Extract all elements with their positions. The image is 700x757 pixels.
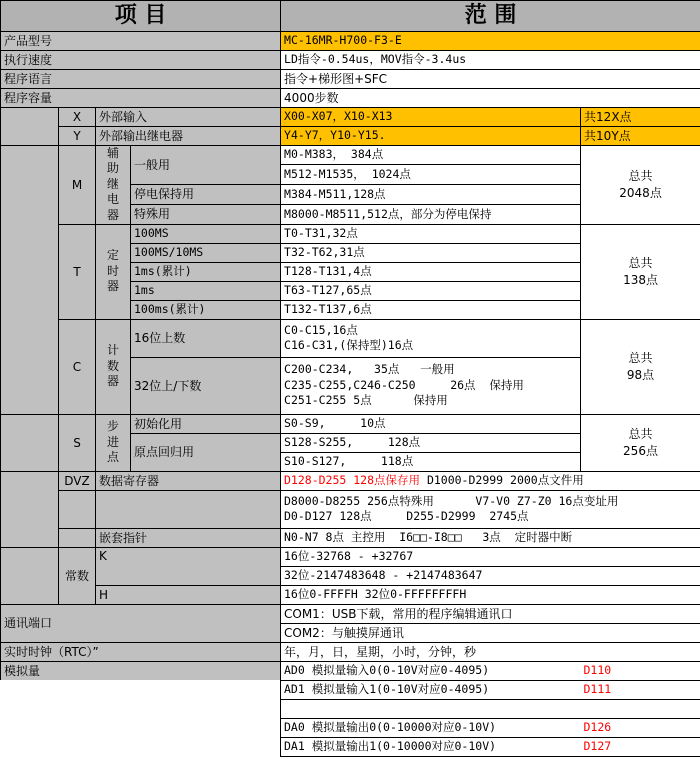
product-model-value: MC-16MR-H700-F3-E: [281, 31, 700, 50]
m-code: M: [59, 145, 96, 224]
dvz-value-file: D1000-D2999 2000点文件用: [420, 473, 584, 487]
dvz-value-saved: D128-D255 128点保存用: [284, 473, 420, 487]
rtc-label: 实时时钟（RTC）”: [1, 642, 281, 661]
analog-row4-value: DA1 模拟量输出1(0-10000对应0-10V): [281, 737, 581, 756]
m-row3-label: 特殊用: [131, 204, 281, 224]
dvz-value: [281, 471, 700, 490]
s-code: S: [59, 414, 96, 471]
t-row0-label: 100MS: [131, 224, 281, 243]
header-range: 范 围: [281, 1, 700, 32]
s-group: 步进点: [96, 414, 131, 471]
capacity-label: 程序容量: [1, 88, 281, 107]
const-group: 常数: [59, 547, 96, 604]
const-k-label: K: [96, 547, 281, 585]
m-row0-label: 一般用: [131, 145, 281, 184]
m-row1-value: M512-M1535， 1024点: [281, 165, 581, 185]
t-row2-value: T128-T131,4点: [281, 262, 581, 281]
t-row0-value: T0-T31,32点: [281, 224, 581, 243]
language-value: 指令+梯形图+SFC: [281, 69, 700, 88]
analog-row3-reg: D126: [581, 718, 700, 737]
s-row2-value: S10-S127, 118点: [281, 452, 581, 471]
const-k-32bit: 32位-2147483648 - +2147483647: [281, 566, 700, 585]
dvz-code: DVZ: [59, 471, 96, 490]
capacity-value: 4000步数: [281, 88, 700, 107]
m-row0-value: M0-M383， 384点: [281, 145, 581, 165]
language-label: 程序语言: [1, 69, 281, 88]
m-group: 辅助继电器: [96, 145, 131, 224]
t-code: T: [59, 224, 96, 319]
t-row4-value: T132-T137,6点: [281, 300, 581, 319]
nest-code-blank: [59, 528, 96, 547]
c-group: 计数器: [96, 319, 131, 414]
product-model-label: 产品型号: [1, 31, 281, 50]
t-row3-label: 1ms: [131, 281, 281, 300]
comm-label: 通讯端口: [1, 604, 281, 642]
t-row3-value: T63-T127,65点: [281, 281, 581, 300]
c-total: 总共 98点: [581, 319, 700, 414]
rtc-value: 年，月，日，星期，小时，分钟，秒: [281, 642, 700, 661]
c-row0-value: C0-C15,16点 C16-C31,(保持型)16点: [281, 319, 581, 357]
spec-table-lower: [0, 414, 700, 757]
t-total: 总共 138点: [581, 224, 700, 319]
analog-row1-reg: D111: [581, 680, 700, 699]
const-left-blank: [1, 547, 59, 604]
x-label: 外部输入: [96, 107, 281, 126]
t-row1-value: T32-T62,31点: [281, 243, 581, 262]
m-row3-value: M8000-M8511,512点，部分为停电保持: [281, 204, 581, 224]
c-code: C: [59, 319, 96, 414]
t-row2-label: 1ms(累计): [131, 262, 281, 281]
s-total: 总共 256点: [581, 414, 700, 471]
m-row2-label: 停电保持用: [131, 185, 281, 205]
analog-row2-reg: [581, 699, 700, 718]
device-blank: [1, 145, 59, 433]
x-code: X: [59, 107, 96, 126]
nest-label: 嵌套指针: [96, 528, 281, 547]
io-blank: [1, 107, 59, 145]
header-item: 项 目: [1, 1, 281, 32]
dvz-value2: D8000-D8255 256点特殊用 V7-V0 Z7-Z0 16点变址用 D0-D127 128点 D255-D2999 2745点: [281, 490, 700, 528]
analog-row3-value: DA0 模拟量输出0(0-10000对应0-10V): [281, 718, 581, 737]
t-row1-label: 100MS/10MS: [131, 243, 281, 262]
s-left-blank: [1, 414, 59, 471]
x-value: X00-X07，X10-X13: [281, 107, 581, 126]
dvz-row2-code-blank: [59, 490, 96, 528]
analog-row0-value: AD0 模拟量输入0(0-10V对应0-4095): [281, 661, 581, 680]
comm-com1: COM1：USB下载，常用的程序编辑通讯口: [281, 604, 700, 623]
dvz-row2-label-blank: [96, 490, 281, 528]
dvz-left-blank: [1, 471, 59, 547]
analog-row0-reg: D110: [581, 661, 700, 680]
exec-speed-value: LD指令-0.54us，MOV指令-3.4us: [281, 50, 700, 69]
c-row1-value: C200-C234, 35点 一般用 C235-C255,C246-C250 26点 保持用 C251-C255 5点 保持用: [281, 357, 581, 414]
c-row1-label: 32位上/下数: [131, 357, 281, 414]
analog-row1-value: AD1 模拟量输入1(0-10V对应0-4095): [281, 680, 581, 699]
m-row2-value: M384-M511,128点: [281, 185, 581, 205]
x-total: 共12X点: [581, 107, 700, 126]
comm-com2: COM2：与触摸屏通讯: [281, 623, 700, 642]
exec-speed-label: 执行速度: [1, 50, 281, 69]
c-row0-label: 16位上数: [131, 319, 281, 357]
const-k-16bit: 16位-32768 - +32767: [281, 547, 700, 566]
nest-value: N0-N7 8点 主控用 I6□□-I8□□ 3点 定时器中断: [281, 528, 700, 547]
analog-row4-reg: D127: [581, 737, 700, 756]
m-total: 总共 2048点: [581, 145, 700, 224]
dvz-label: 数据寄存器: [96, 471, 281, 490]
s-row0-value: S0-S9, 10点: [281, 414, 581, 433]
analog-left-blank: [1, 680, 281, 756]
s-row1-label: 原点回归用: [131, 433, 281, 471]
s-row1-value: S128-S255, 128点: [281, 433, 581, 452]
t-group: 定时器: [96, 224, 131, 319]
analog-label: 模拟量: [1, 661, 281, 680]
y-label: 外部输出继电器: [96, 126, 281, 145]
y-value: Y4-Y7，Y10-Y15.: [281, 126, 581, 145]
s-row0-label: 初始化用: [131, 414, 281, 433]
const-h-label: H: [96, 585, 281, 604]
y-total: 共10Y点: [581, 126, 700, 145]
analog-row2-value: [281, 699, 581, 718]
const-h-value: 16位0-FFFFH 32位0-FFFFFFFFH: [281, 585, 700, 604]
y-code: Y: [59, 126, 96, 145]
t-row4-label: 100ms(累计): [131, 300, 281, 319]
